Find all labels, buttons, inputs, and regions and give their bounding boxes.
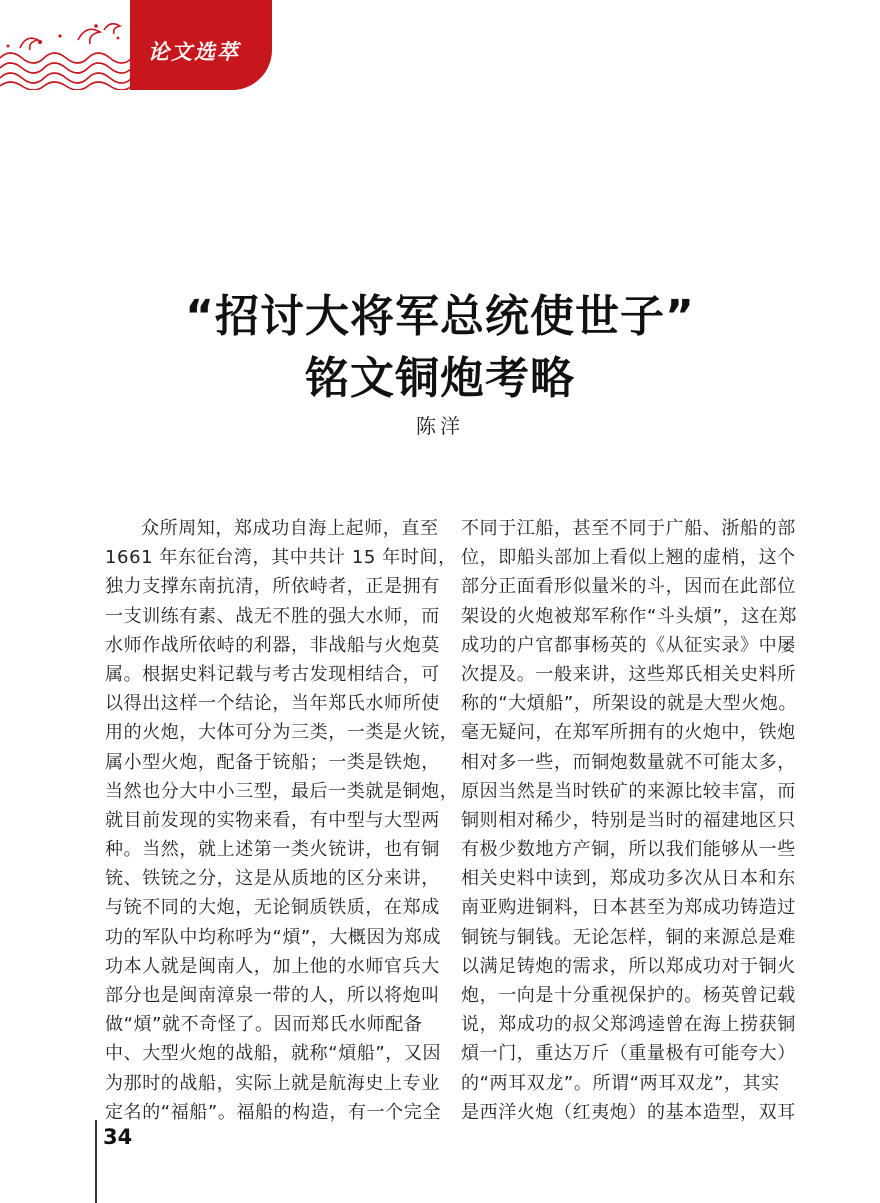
body-text-line: 称的“大熕船”，所架设的就是大型火炮。: [461, 693, 798, 715]
body-text-line: 位，即船头部加上看似上翘的虚梢，这个: [461, 547, 796, 569]
body-text-line: 与铳不同的大炮，无论铜质铁质，在郑成: [105, 897, 440, 919]
body-text-line: 原因当然是当时铁矿的来源比较丰富，而: [461, 780, 796, 802]
body-text-line: 毫无疑问，在郑军所拥有的火炮中，铁炮: [461, 722, 796, 744]
body-column-right: [461, 514, 798, 1127]
body-text-line: 中、大型火炮的战船，就称“熕船”，又因: [105, 1043, 442, 1065]
page-number: 34: [103, 1125, 133, 1149]
section-header: [0, 0, 272, 90]
article-title-line1: “招讨大将军总统使世子”: [185, 291, 695, 342]
body-text-line: 炮，一向是十分重视保护的。杨英曾记载: [461, 985, 796, 1006]
body-text-line: 水师作战所依峙的利器，非战船与火炮莫: [105, 634, 440, 656]
body-text-line: 属。根据史料记载与考古发现相结合，可: [105, 663, 440, 685]
body-text-line: 为那时的战船，实际上就是航海史上专业: [105, 1072, 440, 1094]
body-text-line: 种。当然，就上述第一类火铳讲，也有铜: [105, 839, 440, 861]
body-text-line: 相关史料中读到，郑成功多次从日本和东: [461, 868, 796, 890]
body-text-line: 南亚购进铜料，日本甚至为郑成功铸造过: [461, 897, 796, 919]
body-text-line: 当然也分大中小三型，最后一类就是铜炮，: [105, 780, 459, 802]
section-tab: [130, 0, 272, 90]
body-text-line: 铜则相对稀少，特别是当时的福建地区只: [461, 809, 796, 831]
body-text-line: 一支训练有素、战无不胜的强大水师，而: [105, 605, 440, 627]
body-text-line: 是西洋火炮（红夷炮）的基本造型，双耳: [461, 1101, 796, 1123]
body-text-line: 以得出这样一个结论，当年郑氏水师所使: [105, 693, 440, 715]
body-text-line: 相对多一些，而铜炮数量就不可能太多，: [461, 751, 796, 773]
body-text-line: 众所周知，郑成功自海上起师，直至: [141, 518, 439, 539]
body-text-line: 部分也是闽南漳泉一带的人，所以将炮叫: [105, 985, 440, 1006]
body-text-line: 1661 年东征台湾，其中共计 15 年时间，: [105, 547, 457, 569]
body-text-line: 做“熕”就不奇怪了。因而郑氏水师配备: [105, 1014, 423, 1036]
body-text-line: 用的火炮，大体可分为三类，一类是火铳，: [105, 722, 459, 744]
body-text-line: 以满足铸炮的需求，所以郑成功对于铜火: [461, 955, 796, 977]
body-text-line: 定名的“福船”。福船的构造，有一个完全: [105, 1101, 442, 1123]
body-text-line: 次提及。一般来讲，这些郑氏相关史料所: [461, 663, 796, 685]
article-title-line2: 铭文铜炮考略: [305, 353, 575, 404]
body-text-line: 铳、铁铳之分，这是从质地的区分来讲，: [105, 868, 440, 890]
body-text-line: 铜铳与铜钱。无论怎样，铜的来源总是难: [461, 926, 796, 948]
body-text-line: 有极少数地方产铜，所以我们能够从一些: [461, 839, 796, 861]
article-author: 陈洋: [416, 414, 464, 438]
section-label: 论文选萃: [148, 39, 240, 64]
body-text-line: 功的军队中均称呼为“熕”，大概因为郑成: [105, 926, 442, 948]
page-rule: [95, 1120, 97, 1203]
body-text-line: 就目前发现的实物来看，有中型与大型两: [105, 809, 440, 831]
body-text-line: 不同于江船，甚至不同于广船、浙船的部: [461, 518, 796, 539]
body-text-line: 说，郑成功的叔父郑鸿逵曾在海上捞获铜: [461, 1014, 796, 1036]
body-text-line: 的“两耳双龙”。所谓“两耳双龙”，其实: [461, 1072, 780, 1094]
body-text-line: 成功的户官都事杨英的《从征实录》中屡: [461, 634, 796, 656]
body-text-line: 独力支撑东南抗清，所依峙者，正是拥有: [105, 576, 440, 598]
body-text-line: 部分正面看形似量米的斗，因而在此部位: [461, 576, 796, 598]
wave-ornament-icon: [0, 18, 132, 90]
body-text-line: 熕一门，重达万斤（重量极有可能夸大）: [461, 1043, 796, 1065]
body-column-left: [105, 514, 459, 1127]
body-text-line: 架设的火炮被郑军称作“斗头熕”，这在郑: [461, 605, 798, 627]
body-text-line: 功本人就是闽南人，加上他的水师官兵大: [105, 955, 440, 977]
body-text-line: 属小型火炮，配备于铳船；一类是铁炮，: [105, 751, 440, 773]
